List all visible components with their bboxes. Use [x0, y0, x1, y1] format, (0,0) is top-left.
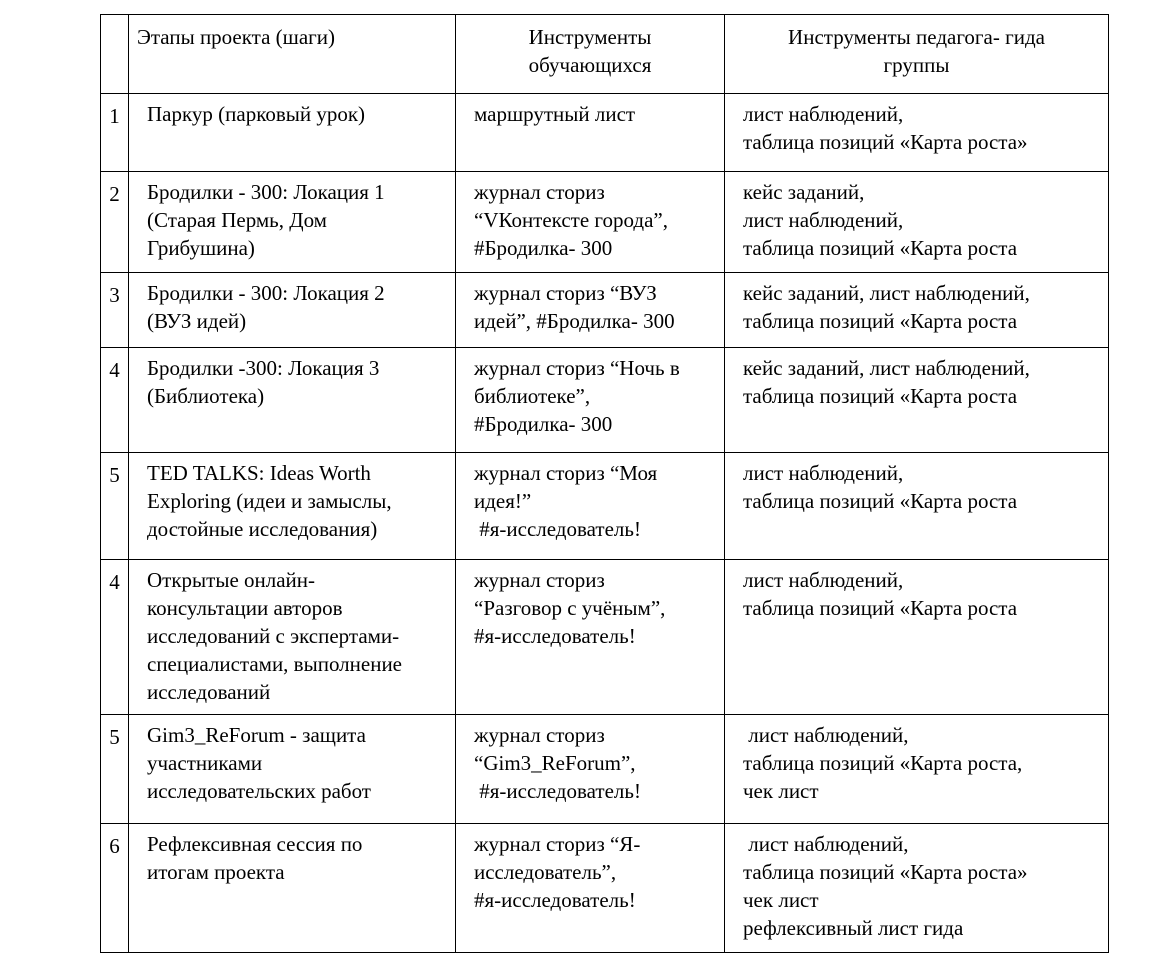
student-tools-cell: журнал сториз “Я- исследователь”, #я-исследователь!	[456, 824, 725, 953]
row-number: 4	[101, 348, 129, 453]
table-row	[101, 453, 1109, 560]
student-tools-cell: журнал сториз “Gim3_ReForum”, #я-исследователь!	[456, 715, 725, 824]
teacher-tools-cell: кейс заданий, лист наблюдений, таблица позиций «Карта роста	[725, 348, 1109, 453]
stage-cell: Паркур (парковый урок)	[129, 94, 456, 172]
stage-cell: Gim3_ReForum - защита участниками исследовательских работ	[129, 715, 456, 824]
row-number: 4	[101, 560, 129, 715]
teacher-tools-cell: лист наблюдений, таблица позиций «Карта роста	[725, 453, 1109, 560]
row-number: 5	[101, 453, 129, 560]
table-row	[101, 273, 1109, 348]
table-row	[101, 94, 1109, 172]
teacher-tools-cell: лист наблюдений, таблица позиций «Карта роста» чек лист рефлексивный лист гида	[725, 824, 1109, 953]
table-row	[101, 560, 1109, 715]
table-row	[101, 172, 1109, 273]
stage-cell: Бродилки - 300: Локация 1 (Старая Пермь, Дом Грибушина)	[129, 172, 456, 273]
teacher-tools-cell: кейс заданий, лист наблюдений, таблица позиций «Карта роста	[725, 273, 1109, 348]
stage-cell: Открытые онлайн- консультации авторов исследований с экспертами- специалистами, выполнение исследований	[129, 560, 456, 715]
student-tools-cell: журнал сториз “Ночь в библиотеке”, #Бродилка- 300	[456, 348, 725, 453]
teacher-tools-cell: кейс заданий, лист наблюдений, таблица позиций «Карта роста	[725, 172, 1109, 273]
row-number: 5	[101, 715, 129, 824]
header-teacher-tools: Инструменты педагога- гида группы	[788, 25, 1045, 77]
stage-cell: Бродилки -300: Локация 3 (Библиотека)	[129, 348, 456, 453]
table-row	[101, 715, 1109, 824]
teacher-tools-cell: лист наблюдений, таблица позиций «Карта роста»	[725, 94, 1109, 172]
row-number: 2	[101, 172, 129, 273]
header-stages: Этапы проекта (шаги)	[137, 25, 336, 49]
student-tools-cell: журнал сториз “ВУЗ идей”, #Бродилка- 300	[456, 273, 725, 348]
teacher-tools-cell: лист наблюдений, таблица позиций «Карта роста	[725, 560, 1109, 715]
header-num-cell	[101, 15, 129, 94]
student-tools-cell: журнал сториз “Моя идея!” #я-исследователь!	[456, 453, 725, 560]
row-number: 6	[101, 824, 129, 953]
student-tools-cell: маршрутный лист	[456, 94, 725, 172]
header-student-tools-cell	[456, 15, 725, 94]
row-number: 1	[101, 94, 129, 172]
stage-cell: Рефлексивная сессия по итогам проекта	[129, 824, 456, 953]
stage-cell: TED TALKS: Ideas Worth Exploring (идеи и замыслы, достойные исследования)	[129, 453, 456, 560]
teacher-tools-cell: лист наблюдений, таблица позиций «Карта роста, чек лист	[725, 715, 1109, 824]
header-student-tools: Инструменты обучающихся	[528, 25, 652, 77]
row-number: 3	[101, 273, 129, 348]
header-stages-cell	[129, 15, 456, 94]
table-row	[101, 348, 1109, 453]
student-tools-cell: журнал сториз “VКонтексте города”, #Бродилка- 300	[456, 172, 725, 273]
header-teacher-tools-cell	[725, 15, 1109, 94]
student-tools-cell: журнал сториз “Разговор с учёным”, #я-исследователь!	[456, 560, 725, 715]
table-header-row	[101, 15, 1109, 94]
stage-cell: Бродилки - 300: Локация 2 (ВУЗ идей)	[129, 273, 456, 348]
table-row	[101, 824, 1109, 953]
project-stages-table	[100, 14, 1109, 953]
